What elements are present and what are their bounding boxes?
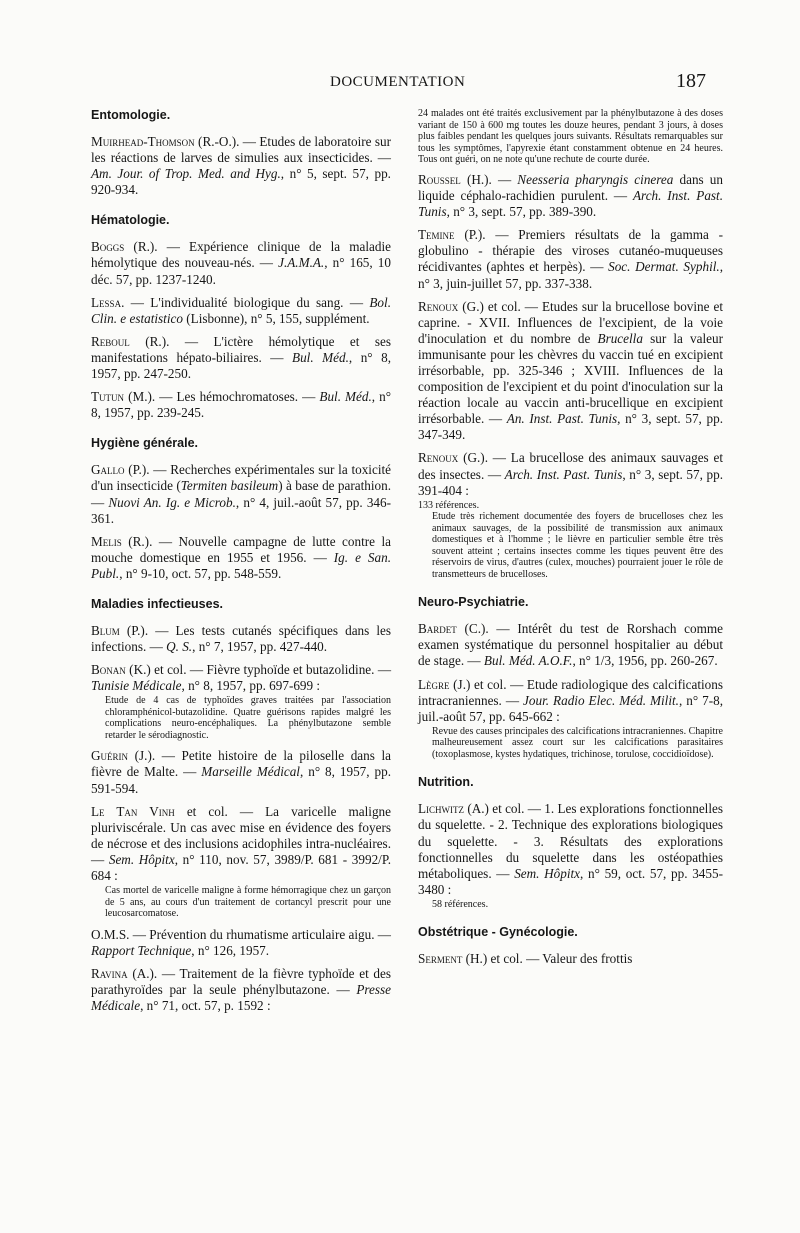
bibliography-entry <box>91 623 391 655</box>
entry-text: — L'ictère hémolytique et ses manifestations hépato-biliaires. — <box>91 333 391 365</box>
entry-journal: Nuovi An. Ig. e Microb. <box>108 494 236 510</box>
entry-journal: Arch. Inst. Past. Tunis <box>418 188 724 220</box>
entry-italic: Brucella <box>597 330 643 346</box>
entry-text: et col. — La varicelle maligne pluriviscérale. Un cas avec mise en évidence des foyers de nécrose et des inclusions acidophiles intra-nucléaires. — <box>91 803 391 867</box>
bibliography-entry-with-note <box>418 677 723 761</box>
bibliography-entry <box>418 299 723 444</box>
entry-initials: (R.-O.). <box>194 134 240 149</box>
bibliography-entry-with-note <box>91 662 391 741</box>
entry-text: — Les tests cutanés spécifiques dans les infections. — <box>91 622 391 655</box>
entry-ref: , n° 126, 1957. <box>191 942 270 958</box>
section-heading-nutrition: Nutrition. <box>418 775 474 790</box>
bibliography-entry <box>91 239 391 287</box>
entry-initials: (P.). <box>124 462 150 478</box>
entry-initials: (R.). <box>121 533 153 549</box>
section-heading-hygiene: Hygiène générale. <box>91 436 198 451</box>
entry-text: et col. — 1. Les explorations fonctionnelles du squelette. - 2. Technique des explorations biologiques du squelette. - 3. Résultats des explorations fonctionnelles du squelette dans les ostéopathies métaboliques. — <box>418 801 723 881</box>
entry-text: ) à base de parathion. — <box>91 478 392 510</box>
bibliography-entry <box>418 621 723 669</box>
entry-ref: , n° 3, sept. 57, pp. 389-390. <box>446 204 597 220</box>
bibliography-entry <box>418 450 723 498</box>
entry-text: — Les hémochromatoses. — <box>155 389 320 405</box>
right-column <box>418 108 723 974</box>
entry-author: Lessa. <box>91 294 125 310</box>
entry-author: Melis <box>91 533 122 549</box>
entry-note-continued: 24 malades ont été traités exclusivement par la phénylbutazone à des doses variant de 150 à 600 mg toutes les douze heures, pendant 3 jours, à doses plus faibles pendant les quelques jours suivants. Résultats remarquables sur tous les symptômes, l'apyrexie étant constamment obtenue en 24 heures. Tous ont guéri, on ne note qu'une rechute de courte durée. <box>418 108 723 166</box>
entry-journal: Rapport Technique <box>91 942 192 958</box>
entry-initials: (H.). <box>460 171 492 187</box>
entry-journal: An. Inst. Past. Tunis <box>506 411 618 427</box>
entry-ref: , n° 3, sept. 57, pp. 391-404 : <box>418 466 723 498</box>
bibliography-entry <box>91 334 391 382</box>
entry-ref: (Lisbonne), n° 5, 155, supplément. <box>182 310 370 326</box>
entry-journal: J.A.M.A. <box>278 255 325 271</box>
page-number: 187 <box>676 70 706 92</box>
entry-journal: Bul. Méd. <box>292 349 349 365</box>
entry-author: Gallo <box>91 462 125 478</box>
section-heading-hematologie: Hématologie. <box>91 213 170 228</box>
entry-ref: , n° 8, 1957, pp. 697-699 : <box>181 678 321 694</box>
entry-reference-count: 133 références. <box>418 499 480 511</box>
bibliography-entry <box>91 389 391 421</box>
entry-author: Renoux <box>418 298 459 314</box>
entry-initials: (R.). <box>124 239 158 255</box>
entry-italic: Neesseria pharyngis cinerea <box>517 171 674 187</box>
entry-author: O.M.S. <box>91 926 130 942</box>
entry-ref: , n° 110, nov. 57, 3989/P. 681 - 3992/P. 684 : <box>91 851 392 883</box>
entry-author: Reboul <box>91 333 130 349</box>
entry-author: Renoux <box>418 450 459 466</box>
entry-text: — Expérience clinique de la maladie hémolytique des nouveau-nés. — <box>91 239 391 271</box>
section-heading-neuro-psychiatrie: Neuro-Psychiatrie. <box>418 595 529 610</box>
entry-journal: Soc. Dermat. Syphil. <box>608 259 720 275</box>
entry-author: Ravina <box>91 965 128 981</box>
entry-journal: Bol. Clin. e estatistico <box>91 294 391 326</box>
entry-note: Cas mortel de varicelle maligne à forme hémorragique chez un garçon de 5 ans, au cours d'un traitement de cortancyl prescrit pour une leucosarcomatose. <box>105 885 391 920</box>
left-column <box>91 108 391 1021</box>
bibliography-entry <box>91 462 391 526</box>
bibliography-entry <box>91 804 391 884</box>
bibliography-entry <box>418 801 723 898</box>
entry-text: — <box>491 171 518 187</box>
entry-journal: Presse Médicale <box>91 981 391 1013</box>
entry-ref: , n° 4, juil.-août 57, pp. 346-361. <box>91 494 391 526</box>
entry-author: Temine <box>418 227 455 243</box>
entry-italic: Termiten basileum <box>180 478 279 494</box>
entry-ref: , n° 5, sept. 57, pp. 920-934. <box>91 166 391 198</box>
entry-author: Tutun <box>91 389 125 405</box>
entry-initials: (K.) <box>125 662 151 678</box>
entry-journal: Sem. Hôpitx <box>514 865 581 881</box>
entry-text: — Petite histoire de la piloselle dans la fièvre de Malte. — <box>91 748 391 780</box>
entry-author: Bardet <box>418 621 457 637</box>
entry-initials: (C.). <box>456 621 489 637</box>
section-heading-maladies-infectieuses: Maladies infectieuses. <box>91 596 224 611</box>
entry-ref: , n° 59, oct. 57, pp. 3455-3480 : <box>418 865 723 897</box>
entry-ref: , n° 165, 10 déc. 57, pp. 1237-1240. <box>91 255 391 287</box>
bibliography-entry-with-note <box>418 450 723 580</box>
entry-ref: , n° 7, 1957, pp. 427-440. <box>192 639 328 655</box>
entry-journal: Tunisie Médicale <box>91 678 182 694</box>
entry-ref: , n° 7-8, juil.-août 57, pp. 645-662 : <box>418 692 723 724</box>
entry-initials: (J.) <box>449 676 471 692</box>
entry-ref: , n° 9-10, oct. 57, pp. 548-559. <box>119 565 282 581</box>
entry-journal: Ig. e San. Publ. <box>91 549 392 581</box>
entry-text: et col. — Etude radiologique des calcifications intracraniennes. — <box>418 676 724 708</box>
entry-text: et col. — Etudes sur la brucellose bovine et caprine. - XVII. Influences de l'excipient, de la voie d'inoculation et du nombre de <box>418 298 723 346</box>
section-heading-obstetrique: Obstétrique - Gynécologie. <box>418 925 578 940</box>
entry-initials: (A.). <box>127 965 158 981</box>
entry-journal: Jour. Radio Elec. Méd. Milit. <box>523 692 679 708</box>
entry-author: Serment <box>418 951 463 967</box>
section-heading-entomologie: Entomologie. <box>91 108 171 122</box>
bibliography-entry <box>91 534 391 582</box>
bibliography-entry <box>418 677 723 725</box>
entry-text: dans un liquide céphalo-rachidien purulent. — <box>418 171 723 204</box>
entry-text: et col. — Valeur des frottis <box>487 951 633 967</box>
entry-author: Boggs <box>91 239 125 255</box>
entry-note: Revue des causes principales des calcifications intracraniennes. Chapitre malheureusement assez court sur les calcifications parasitaires (toxoplasmose, kystes hydatiques, trichinose, torulose, coccidioïdose). <box>432 725 723 760</box>
entry-text: sur la valeur immunisante pour les chèvres du vaccin tué en excipient irrésorbable, pp. 325-346 ; XVIII. Influences de la composition de l'excipient et du point d'inoculation sur la réaction locale au vaccin anti-brucellique en excipient irrésorbable. — <box>418 330 723 427</box>
bibliography-entry <box>91 966 391 1014</box>
entry-ref: , n° 8, 1957, pp. 239-245. <box>91 389 391 421</box>
entry-journal: Am. Jour. of Trop. Med. and Hyg. <box>91 166 281 182</box>
entry-initials: (G.). <box>458 450 488 466</box>
entry-journal: Sem. Hôpitx <box>108 851 175 867</box>
entry-journal: Bul. Méd. A.O.F. <box>483 653 573 669</box>
bibliography-entry <box>91 748 391 796</box>
entry-author: Lichwitz <box>418 801 465 817</box>
entry-journal: Arch. Inst. Past. Tunis <box>504 466 623 482</box>
entry-author: Muirhead-Thomson <box>91 134 195 149</box>
entry-initials: (J.). <box>128 748 156 764</box>
entry-text: — Nouvelle campagne de lutte contre la mouche domestique en 1955 et 1956. — <box>91 533 391 565</box>
entry-initials: (M.). <box>124 389 156 405</box>
entry-author: Bonan <box>91 662 126 678</box>
entry-author: Le Tan Vinh <box>91 803 175 819</box>
entry-text: — Premiers résultats de la gamma - globulino - thérapie des viroses cutanéo-muqueuses récidivantes (aphtes et herpès). — <box>418 227 723 275</box>
bibliography-entry <box>91 662 391 694</box>
entry-text: — Etudes de laboratoire sur les réactions de larves de simulies aux insecticides. — <box>91 134 391 166</box>
entry-journal: Marseille Médical <box>201 764 300 780</box>
entry-text: — La brucellose des animaux sauvages et des insectes. — <box>418 450 723 482</box>
entry-ref: , n° 3, sept. 57, pp. 347-349. <box>418 411 723 443</box>
bibliography-entry <box>418 227 723 291</box>
entry-author: Lègre <box>418 676 450 692</box>
entry-note: Etude très richement documentée des foyers de brucelloses chez les animaux sauvages, de la possibilité de transmission aux animaux domestiques et à l'homme ; le lièvre en particulier semble être très souvent atteint ; certains insectes comme les tiques peuvent être des réservoirs de virus, d'autres (culex, mouches) pourraient jouer le rôle de transmetteurs de brucelloses. <box>432 511 723 580</box>
entry-ref: , n° 8, 1957, pp. 247-250. <box>91 349 392 382</box>
bibliography-entry <box>91 134 391 198</box>
bibliography-entry <box>91 927 391 959</box>
entry-ref: , n° 3, juin-juillet 57, pp. 337-338. <box>418 259 723 291</box>
entry-note: Etude de 4 cas de typhoïdes graves traitées par l'association chloramphénicol-butazolidine. Quatre guérisons rapides malgré les complications neuro-encéphaliques. La phénylbutazone semble retarder le sérodiagnostic. <box>105 695 391 741</box>
running-title: DOCUMENTATION <box>330 74 466 90</box>
entry-text: — Intérêt du test de Rorshach comme examen systématique du personnel hospitalier au début de stage. — <box>418 621 723 669</box>
entry-reference-count: 58 références. <box>432 898 489 910</box>
entry-journal: Bul. Méd. <box>319 389 372 405</box>
entry-author: Guérin <box>91 748 129 764</box>
bibliography-entry-with-note <box>91 804 391 920</box>
entry-author: Roussel <box>418 171 461 187</box>
entry-journal: Q. S. <box>166 639 193 655</box>
entry-author: Blum <box>91 622 120 638</box>
entry-text: et col. — Fièvre typhoïde et butazolidine. — <box>150 662 392 678</box>
entry-text: — Recherches expérimentales sur la toxicité d'un insecticide ( <box>91 462 391 494</box>
entry-initials: (P.). <box>119 622 149 638</box>
entry-text: — L'individualité biologique du sang. — <box>124 294 370 310</box>
entry-initials: (P.). <box>454 227 486 243</box>
entry-text: — Traitement de la fièvre typhoïde et des parathyroïdes par la seule phénylbutazone. — <box>91 965 391 997</box>
entry-initials: (H.) <box>462 951 488 967</box>
bibliography-entry <box>418 951 723 967</box>
entry-initials: (G.) <box>458 298 484 314</box>
entry-initials: (A.) <box>464 801 489 817</box>
entry-ref: , n° 8, 1957, pp. 591-594. <box>91 764 391 796</box>
entry-initials: (R.). <box>129 333 170 349</box>
entry-ref: , n° 71, oct. 57, p. 1592 : <box>140 997 271 1013</box>
entry-ref: , n° 1/3, 1956, pp. 260-267. <box>572 653 718 669</box>
bibliography-entry <box>91 295 391 327</box>
bibliography-entry <box>418 172 723 220</box>
entry-text: — Prévention du rhumatisme articulaire aigu. — <box>129 926 391 942</box>
bibliography-entry-with-note <box>418 801 723 910</box>
running-head <box>0 70 800 98</box>
